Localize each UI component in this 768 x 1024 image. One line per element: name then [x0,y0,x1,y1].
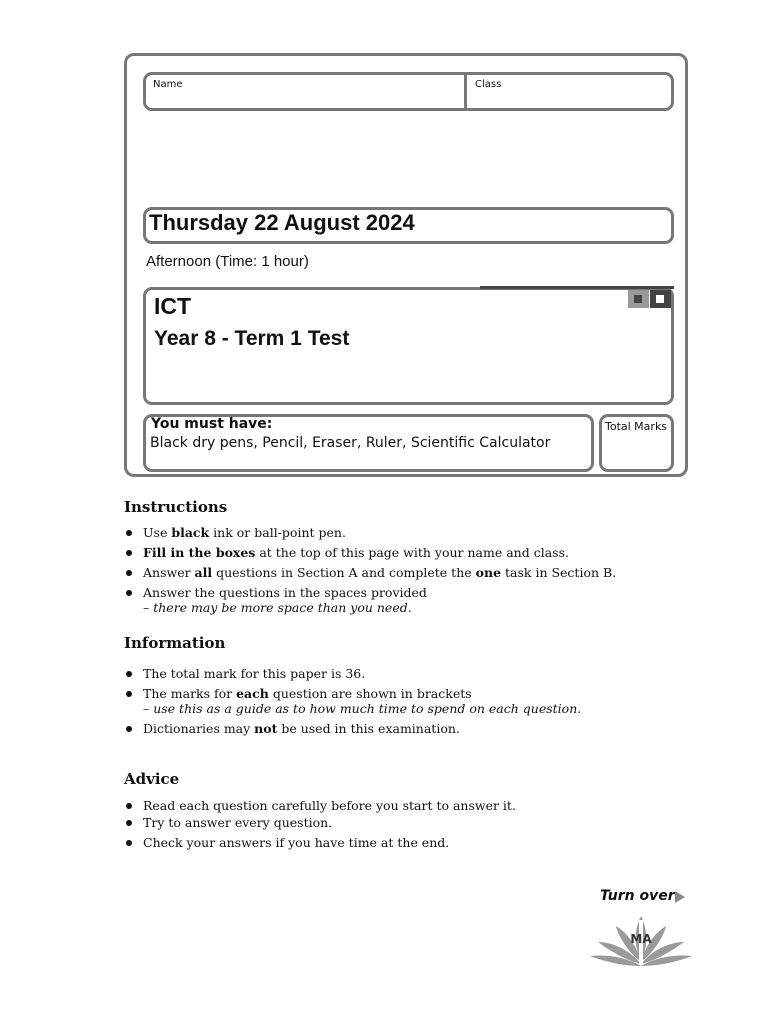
instructions-heading: Instructions [124,498,228,516]
list-item: Try to answer every question. [124,815,724,830]
logo-text: MA [630,932,652,946]
advice-heading: Advice [124,770,180,788]
list-item: Use black ink or ball-point pen. [124,525,724,540]
turn-over-text: Turn over [600,888,675,904]
list-item: Check your answers if you have time at the end. [124,835,724,850]
corner-square-icon [650,290,671,308]
subject-box-accent [480,286,674,289]
subject-title: ICT [154,293,192,319]
list-item: Fill in the boxes at the top of this page with your name and class. [124,545,724,560]
list-item: Answer the questions in the spaces provided – there may be more space than you need. [124,585,724,615]
list-item: Read each question carefully before you start to answer it. [124,798,724,813]
must-have-text: Black dry pens, Pencil, Eraser, Ruler, Scientific Calculator [150,435,551,451]
turn-over-arrow-icon [675,891,685,903]
corner-square-icon [628,290,649,308]
exam-session: Afternoon (Time: 1 hour) [146,253,309,270]
list-item: Answer all questions in Section A and complete the one task in Section B. [124,565,724,580]
total-marks-label: Total Marks [605,420,668,433]
name-class-divider [464,72,467,111]
list-item: The marks for each question are shown in brackets – use this as a guide as to how much time to spend on each question. [124,686,724,716]
lotus-logo-icon [588,912,694,972]
class-label: Class [475,79,502,90]
information-heading: Information [124,634,226,652]
paper-title: Year 8 - Term 1 Test [154,327,350,350]
name-class-box [143,72,674,111]
exam-date: Thursday 22 August 2024 [149,210,415,235]
name-label: Name [153,79,183,90]
instructions-list [124,525,724,620]
list-item: The total mark for this paper is 36. [124,666,724,681]
must-have-title: You must have: [151,416,273,432]
advice-list [124,798,724,855]
information-list [124,666,724,741]
list-item: Dictionaries may not be used in this examination. [124,721,724,736]
